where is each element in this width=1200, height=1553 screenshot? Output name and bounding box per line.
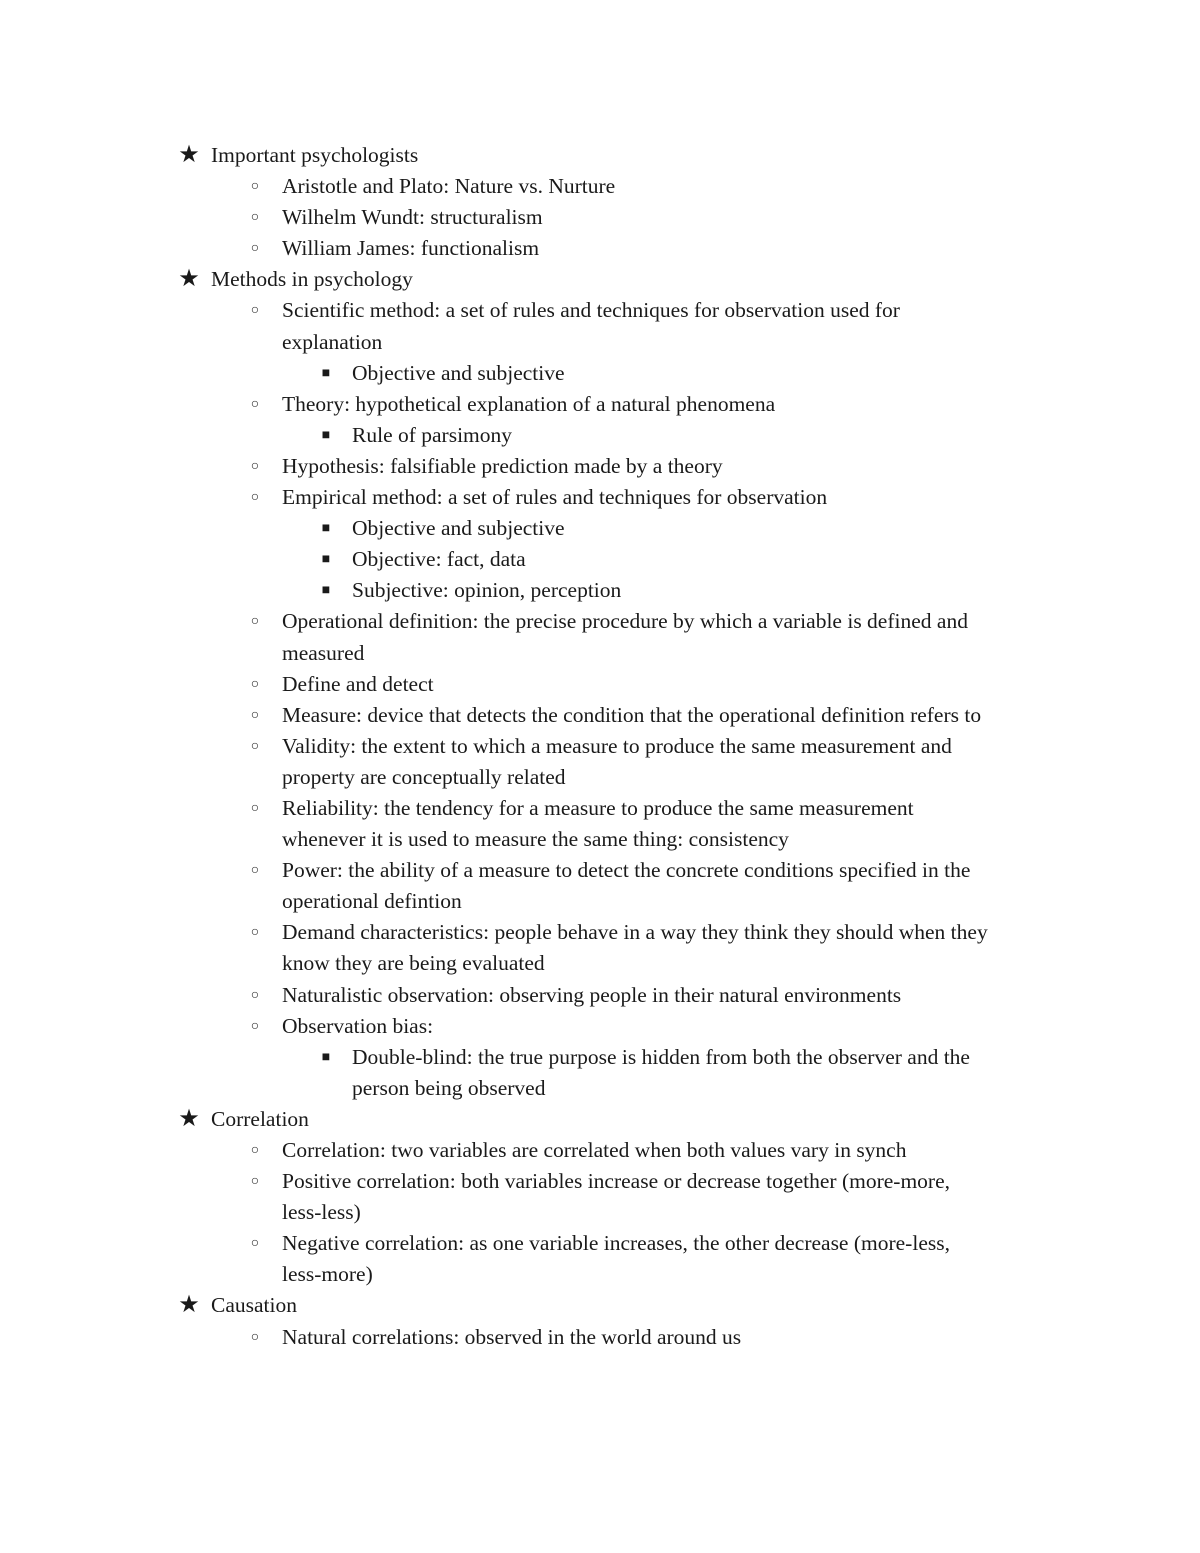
outline-item-level-3 [0,575,1200,606]
outline-item-text: Negative correlation: as one variable increases, the other decrease (more-less, [282,1231,950,1256]
outline-item-text: Causation [211,1293,297,1318]
outline-item-text: Double-blind: the true purpose is hidden from both the observer and the [352,1044,970,1069]
star-bullet-icon: ★ [178,142,200,168]
outline-item-continuation [0,1197,1200,1228]
circle-bullet-icon: ○ [250,1174,260,1190]
outline-item-text: Validity: the extent to which a measure to produce the same measurement and [282,733,952,758]
circle-bullet-icon: ○ [250,676,260,692]
outline-item-text: less-more) [282,1262,373,1287]
outline-item-level-1 [0,1290,1200,1321]
outline-item-text: Operational definition: the precise procedure by which a variable is defined and [282,609,968,634]
outline-item-continuation [0,1073,1200,1104]
outline-item-level-3 [0,358,1200,389]
outline-item-text: operational defintion [282,889,462,914]
outline-item-level-2 [0,171,1200,202]
outline-item-level-2 [0,1135,1200,1166]
outline-item-text: Define and detect [282,671,434,696]
outline-item-continuation [0,638,1200,669]
outline-item-text: Objective and subjective [352,360,565,385]
outline-item-text: explanation [282,329,383,354]
outline-item-continuation [0,1259,1200,1290]
circle-bullet-icon: ○ [250,1236,260,1252]
outline-item-text: Correlation: two variables are correlated when both values vary in synch [282,1138,907,1162]
circle-bullet-icon: ○ [250,738,260,754]
square-bullet-icon: ■ [321,583,331,599]
circle-bullet-icon: ○ [250,800,260,816]
outline-item-level-3 [0,420,1200,451]
square-bullet-icon: ■ [321,365,331,381]
circle-bullet-icon: ○ [250,458,260,474]
outline-item-level-1 [0,1104,1200,1135]
outline-item-level-2 [0,1322,1200,1353]
outline-item-text: Positive correlation: both variables increase or decrease together (more-more, [282,1169,951,1194]
outline-item-text: Aristotle and Plato: Nature vs. Nurture [282,174,616,199]
outline-item-level-2 [0,1166,1200,1197]
outline-item-level-2 [0,482,1200,513]
outline-item-level-2 [0,731,1200,762]
outline-item-text: Reliability: the tendency for a measure to produce the same measurement [282,795,914,820]
star-bullet-icon: ★ [178,266,200,293]
outline-item-text: less-less) [282,1200,361,1225]
outline-item-text: Correlation [211,1106,309,1131]
outline-item-text: know they are being evaluated [282,951,545,976]
outline-item-continuation [0,886,1200,917]
outline-list [0,140,1200,1353]
outline-item-text: Objective and subjective [352,516,565,541]
outline-item-text: Observation bias: [282,1013,434,1038]
outline-item-level-1 [0,140,1200,171]
star-bullet-icon: ★ [178,1105,200,1132]
outline-item-text: Theory: hypothetical explanation of a natural phenomena [282,391,776,416]
outline-item-text: Rule of parsimony [352,422,513,447]
circle-bullet-icon: ○ [250,707,260,723]
outline-item-text: measured [282,640,365,665]
outline-item-text: Subjective: opinion, perception [352,578,622,603]
square-bullet-icon: ■ [321,552,331,568]
circle-bullet-icon: ○ [250,179,260,195]
outline-item-text: whenever it is used to measure the same thing: consistency [282,827,789,852]
outline-item-text: Demand characteristics: people behave in a way they think they should when they [282,920,988,945]
outline-item-text: Objective: fact, data [352,547,526,572]
circle-bullet-icon: ○ [250,987,260,1003]
circle-bullet-icon: ○ [250,863,260,879]
outline-item-level-2 [0,1011,1200,1042]
outline-item-level-2 [0,917,1200,948]
circle-bullet-icon: ○ [250,303,260,319]
circle-bullet-icon: ○ [250,1329,260,1345]
outline-item-text: Hypothesis: falsifiable prediction made by a theory [282,453,723,478]
circle-bullet-icon: ○ [250,241,260,257]
outline-item-text: Important psychologists [211,143,419,167]
outline-item-text: Wilhelm Wundt: structuralism [282,205,543,230]
outline-item-level-3 [0,513,1200,544]
circle-bullet-icon: ○ [250,490,260,506]
square-bullet-icon: ■ [321,521,331,537]
circle-bullet-icon: ○ [250,396,260,412]
outline-item-text: Empirical method: a set of rules and techniques for observation [282,485,828,510]
outline-item-level-2 [0,855,1200,886]
outline-item-continuation [0,824,1200,855]
outline-item-text: Scientific method: a set of rules and techniques for observation used for [282,298,900,323]
outline-item-level-2 [0,980,1200,1011]
outline-item-level-2 [0,606,1200,637]
circle-bullet-icon: ○ [250,925,260,941]
outline-item-text: property are conceptually related [282,764,566,789]
outline-item-text: Power: the ability of a measure to detect the concrete conditions specified in the [282,858,971,883]
outline-item-text: Natural correlations: observed in the world around us [282,1324,742,1349]
outline-item-continuation [0,948,1200,979]
circle-bullet-icon: ○ [250,1143,260,1158]
star-bullet-icon: ★ [178,1292,200,1319]
outline-item-level-3 [0,544,1200,575]
square-bullet-icon: ■ [321,427,331,443]
outline-item-level-2 [0,295,1200,326]
circle-bullet-icon: ○ [250,210,260,226]
circle-bullet-icon: ○ [250,614,260,630]
outline-item-text: William James: functionalism [282,236,540,261]
outline-item-level-2 [0,233,1200,264]
outline-item-continuation [0,762,1200,793]
outline-item-level-2 [0,700,1200,731]
square-bullet-icon: ■ [321,1049,331,1065]
circle-bullet-icon: ○ [250,1018,260,1034]
outline-item-continuation [0,327,1200,358]
outline-item-level-2 [0,389,1200,420]
outline-item-level-2 [0,1228,1200,1259]
outline-item-level-2 [0,202,1200,233]
outline-item-level-1 [0,264,1200,295]
outline-item-level-2 [0,451,1200,482]
outline-item-level-2 [0,793,1200,824]
outline-item-text: Measure: device that detects the condition that the operational definition refers to [282,702,982,727]
outline-item-text: Naturalistic observation: observing people in their natural environments [282,982,902,1007]
outline-item-level-2 [0,669,1200,700]
outline-item-text: Methods in psychology [211,267,413,292]
outline-item-level-3 [0,1042,1200,1073]
outline-item-text: person being observed [352,1075,546,1100]
